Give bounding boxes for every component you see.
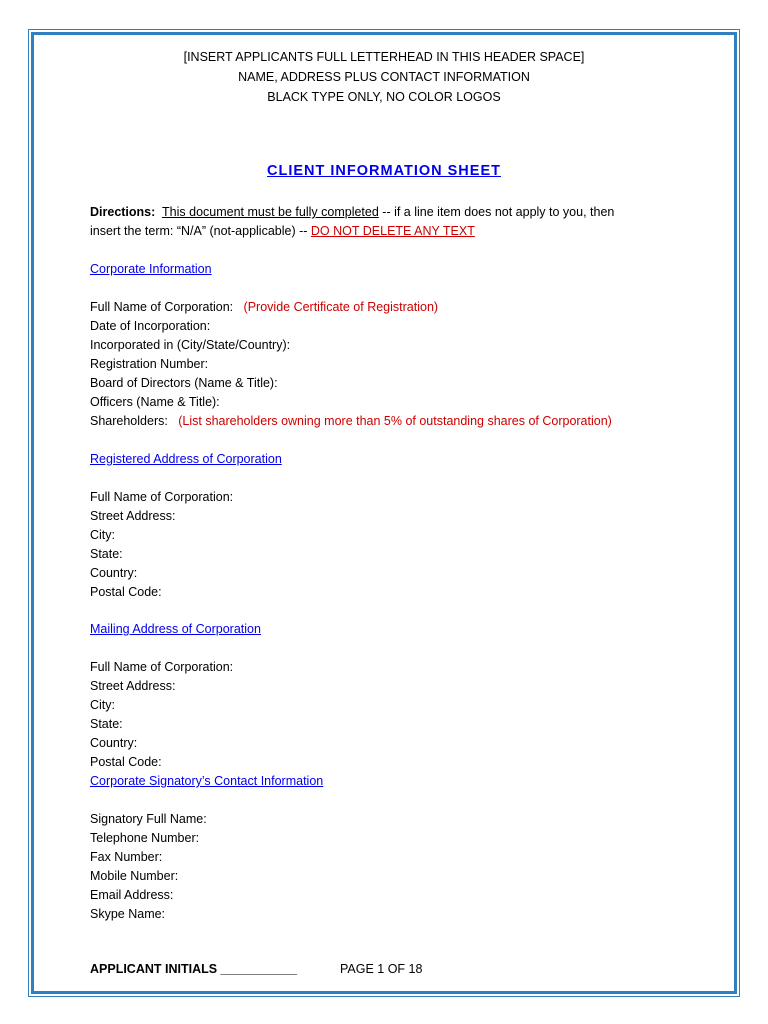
letterhead-placeholder [0,47,768,107]
board-of-directors-label: Board of Directors (Name & Title): [90,376,278,390]
mailing-state-label: State: [90,717,123,731]
signatory-name-label: Signatory Full Name: [90,812,207,826]
registered-state-label: State: [90,547,123,561]
header-line-3: BLACK TYPE ONLY, NO COLOR LOGOS [267,90,501,104]
header-line-2: NAME, ADDRESS PLUS CONTACT INFORMATION [238,70,530,84]
registered-country-label: Country: [90,566,138,580]
applicant-initials-label: APPLICANT INITIALS ___________ [90,962,298,976]
mailing-street-label: Street Address: [90,679,176,693]
mailing-address-section [90,620,708,924]
registered-postal-label: Postal Code: [90,585,162,599]
directions-underlined: This document must be fully completed [162,205,379,219]
directions-rest: -- if a line item does not apply to you, then [378,205,615,219]
registered-city-label: City: [90,528,115,542]
registered-street-label: Street Address: [90,509,176,523]
fax-label: Fax Number: [90,850,163,864]
header-line-1: [INSERT APPLICANTS FULL LETTERHEAD IN THIS HEADER SPACE] [183,50,585,64]
directions-label: Directions: [90,205,156,219]
registered-full-name-label: Full Name of Corporation: [90,490,234,504]
mobile-label: Mobile Number: [90,869,179,883]
mailing-address-link[interactable]: Mailing Address of Corporation [90,622,261,636]
page-title: CLIENT INFORMATION SHEET [267,163,501,179]
mailing-city-label: City: [90,698,115,712]
shareholders-label: Shareholders: [90,414,168,428]
signatory-contact-link[interactable]: Corporate Signatory’s Contact Information [90,774,324,788]
mailing-full-name-label: Full Name of Corporation: [90,660,234,674]
mailing-postal-label: Postal Code: [90,755,162,769]
directions-block [90,203,708,241]
email-label: Email Address: [90,888,174,902]
officers-label: Officers (Name & Title): [90,395,220,409]
corporate-information-link[interactable]: Corporate Information [90,262,212,276]
page-number: PAGE 1 OF 18 [340,962,423,976]
corporate-full-name-label: Full Name of Corporation: [90,300,234,314]
registered-address-link[interactable]: Registered Address of Corporation [90,452,282,466]
skype-label: Skype Name: [90,907,166,921]
directions-line-2: insert the term: “N/A” (not-applicable) -- [90,224,311,238]
incorporated-in-label: Incorporated in (City/State/Country): [90,338,291,352]
page-footer [90,960,422,979]
directions-warning: DO NOT DELETE ANY TEXT [310,224,475,238]
shareholders-note: (List shareholders owning more than 5% of outstanding shares of Corporation) [178,414,612,428]
registration-number-label: Registration Number: [90,357,209,371]
corporate-full-name-note: (Provide Certificate of Registration) [243,300,439,314]
telephone-label: Telephone Number: [90,831,200,845]
mailing-country-label: Country: [90,736,138,750]
date-of-incorporation-label: Date of Incorporation: [90,319,211,333]
registered-address-section [90,450,708,602]
corporate-section [90,260,708,431]
